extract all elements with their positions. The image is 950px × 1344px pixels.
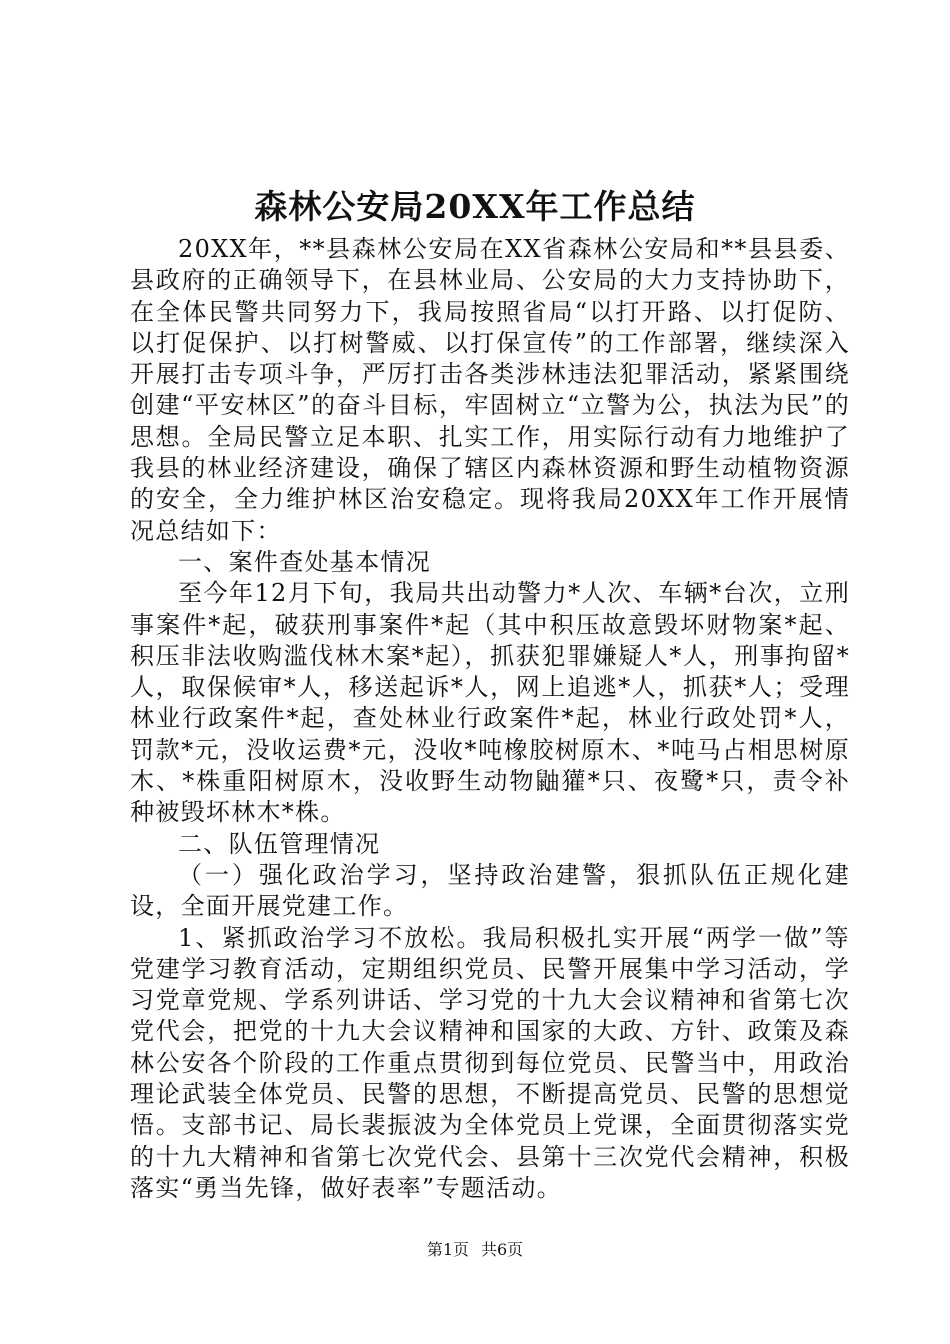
cases-paragraph: 至今年12月下旬，我局共出动警力*人次、车辆*台次，立刑事案件*起，破获刑事案件*起（其中积压故意毁坏财物案*起、积压非法收购滥伐林木案*起），抓获犯罪嫌疑人*人，刑事拘留*人，取保候审*人，移送起诉*人，网上追逃*人，抓获*人；受理林业行政案件*起，查处林业行政案件*起，林业行政处罚*人，罚款*元，没收运费*元，没收*吨橡胶树原木、*吨马占相思树原木、*株重阳树原木，没收野生动物鼬獾*只、夜鹭*只，责令补种被毁坏林木*株。 (130, 579, 850, 827)
subsection-heading-politics: （一）强化政治学习，坚持政治建警，狠抓队伍正规化建设，全面开展党建工作。 (130, 860, 850, 921)
page-number: 第1页 (426, 1240, 469, 1259)
document-title: 森林公安局20XX年工作总结 (254, 187, 696, 226)
section-heading-cases: 一、案件查处基本情况 (178, 547, 431, 576)
intro-paragraph: 20XX年，**县森林公安局在XX省森林公安局和**县县委、县政府的正确领导下，在县林业局、公安局的大力支持协助下，在全体民警共同努力下，我局按照省局“以打开路、以打促防、以打促保护、以打树警威、以打保宣传”的工作部署，继续深入开展打击专项斗争，严厉打击各类涉林违法犯罪活动，紧紧围绕创建“平安林区”的奋斗目标，牢固树立“立警为公，执法为民”的思想。全局民警立足本职、扎实工作，用实际行动有力地维护了我县的林业经济建设，确保了辖区内森林资源和野生动植物资源的安全，全力维护林区治安稳定。现将我局20XX年工作开展情况总结如下： (130, 235, 850, 545)
section-heading-team: 二、队伍管理情况 (178, 829, 381, 858)
page-footer (0, 1240, 950, 1260)
page-total: 共6页 (481, 1240, 524, 1259)
document-body (130, 234, 850, 1204)
politics-study-paragraph: 1、紧抓政治学习不放松。我局积极扎实开展“两学一做”等党建学习教育活动，定期组织党员、民警开展集中学习活动，学习党章党规、学系列讲话、学习党的十九大会议精神和省第七次党代会，把党的十九大会议精神和国家的大政、方针、政策及森林公安各个阶段的工作重点贯彻到每位党员、民警当中，用政治理论武装全体党员、民警的思想，不断提高党员、民警的思想觉悟。支部书记、局长裴振波为全体党员上党课，全面贯彻落实党的十九大精神和省第七次党代会、县第十三次党代会精神，积极落实“勇当先锋，做好表率”专题活动。 (130, 923, 850, 1202)
